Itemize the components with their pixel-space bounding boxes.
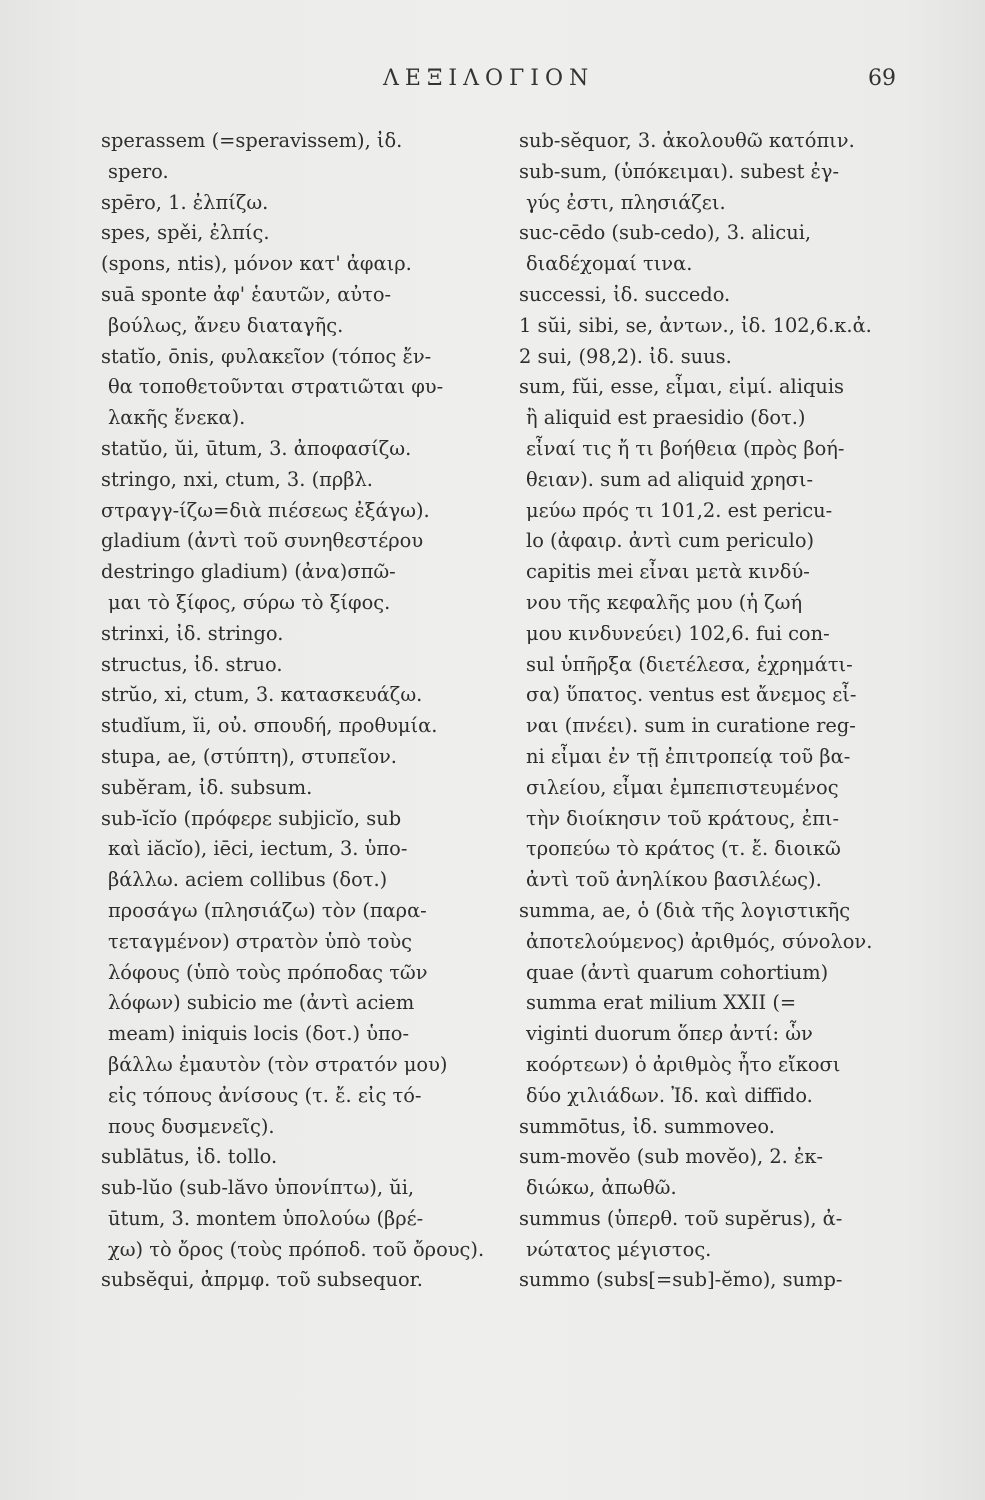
right-column-line: summa erat milium XXII (= (526, 991, 797, 1015)
left-column-line: θα τοποθετοῦνται στρατιῶται φυ- (108, 375, 444, 399)
right-column (519, 126, 919, 1296)
right-column-line: ἀποτελούμενος) ἀριθμός, σύνολον. (526, 929, 873, 953)
left-column-line: καὶ iăcĭo), iēci, iectum, 3. ὑπο- (108, 837, 408, 861)
right-column-line: κοόρτεων) ὁ ἀριθμὸς ἦτο εἴκοσι (526, 1052, 841, 1076)
right-column-line: summōtus, ἰδ. summoveo. (519, 1114, 775, 1138)
left-column-line: spero. (108, 159, 169, 183)
left-column-line: destringo gladium) (ἀνα)σπῶ- (101, 560, 396, 584)
right-column-line: τὴν διοίκησιν τοῦ κράτους, ἐπι- (526, 806, 840, 830)
right-column-line: σα) ὕπατος. ventus est ἄνεμος εἶ- (526, 683, 857, 707)
right-column-line: sul ὑπῆρξα (διετέλεσα, ἐχρημάτι- (526, 652, 853, 676)
left-column-line: πους δυσμενεῖς). (108, 1114, 275, 1138)
left-column-line: τεταγμένον) στρατὸν ὑπὸ τοὺς (108, 929, 413, 953)
right-column-line: capitis mei εἶναι μετὰ κινδύ- (526, 560, 810, 584)
right-column-line: ναι (πνέει). sum in curatione reg- (526, 714, 856, 738)
right-column-line: sum-movĕo (sub movĕo), 2. ἐκ- (519, 1145, 824, 1169)
page-number: 69 (868, 66, 896, 91)
left-column-line: εἰς τόπους ἀνίσους (τ. ἔ. εἰς τό- (108, 1083, 422, 1107)
left-column-line: βούλως, ἄνευ διαταγῆς. (108, 313, 344, 337)
right-column-line: νώτατος μέγιστος. (526, 1237, 712, 1261)
right-column-line: summa, ae, ὁ (διὰ τῆς λογιστικῆς (519, 898, 851, 922)
right-column-line: νου τῆς κεφαλῆς μου (ἡ ζωή (526, 590, 803, 614)
left-column-line: λόφους (ὑπὸ τοὺς πρόποδας τῶν (108, 960, 428, 984)
left-column-line: λακῆς ἕνεκα). (108, 406, 246, 430)
left-column-line: stringo, nxi, ctum, 3. (πρβλ. (101, 467, 373, 491)
right-column-line: διώκω, ἀπωθῶ. (526, 1176, 677, 1200)
left-column-line: λόφων) subicio me (ἀντὶ aciem (108, 991, 415, 1015)
right-column-line: δύο χιλιάδων. Ἰδ. καὶ diffido. (526, 1083, 813, 1107)
left-column-line: sub-lŭo (sub-lăvo ὑπονίπτω), ŭi, (101, 1176, 415, 1200)
right-column-line: ἢ aliquid est praesidio (δοτ.) (526, 406, 806, 430)
right-column-line: quae (ἀντὶ quarum cohortium) (526, 960, 829, 984)
right-column-line: suc-cēdo (sub-cedo), 3. alicui, (519, 221, 812, 245)
left-column-line: meam) iniquis locis (δοτ.) ὑπο- (108, 1022, 409, 1046)
right-column-line: lo (ἀφαιρ. ἀντὶ cum periculo) (526, 529, 815, 553)
left-column-line: subsĕqui, ἀπρμφ. τοῦ subsequor. (101, 1268, 423, 1292)
right-column-line: εἶναί τις ἤ τι βοήθεια (πρὸς βοή- (526, 436, 845, 460)
right-column-line: 2 sui, (98,2). ἰδ. suus. (519, 344, 732, 368)
left-column-line: subĕram, ἰδ. subsum. (101, 775, 313, 799)
right-column-line: σιλείου, εἶμαι ἐμπεπιστευμένος (526, 775, 839, 799)
left-column-line: βάλλω. aciem collibus (δοτ.) (108, 868, 388, 892)
right-column-line: θειαν). sum ad aliquid χρησι- (526, 467, 814, 491)
right-column-line: τροπεύω τὸ κράτος (τ. ἔ. διοικῶ (526, 837, 841, 861)
left-column-line: statĭo, ōnis, φυλακεῖον (τόπος ἔν- (101, 344, 432, 368)
right-column-line: ni εἶμαι ἐν τῇ ἐπιτροπείᾳ τοῦ βα- (526, 744, 851, 768)
right-column-line: ἀντὶ τοῦ ἀνηλίκου βασιλέως). (526, 868, 822, 892)
left-column-line: sublātus, ἰδ. tollo. (101, 1145, 278, 1169)
left-column-line: spēro, 1. ἐλπίζω. (101, 190, 269, 214)
left-column-line: μαι τὸ ξίφος, σύρω τὸ ξίφος. (108, 590, 391, 614)
right-column-line: διαδέχομαί τινα. (526, 252, 693, 276)
right-column-line: 1 sŭi, sibi, se, ἀντων., ἰδ. 102,6.κ.ἀ. (519, 313, 872, 337)
left-column-line: strinxi, ἰδ. stringo. (101, 621, 284, 645)
left-column-line: βάλλω ἐμαυτὸν (τὸν στρατόν μου) (108, 1052, 448, 1076)
right-column-line: successi, ἰδ. succedo. (519, 282, 731, 306)
left-column-line: statŭo, ŭi, ūtum, 3. ἀποφασίζω. (101, 436, 412, 460)
left-column-line: structus, ἰδ. struo. (101, 652, 283, 676)
right-column-line: summus (ὑπερθ. τοῦ supĕrus), ἀ- (519, 1206, 843, 1230)
right-column-line: sum, fŭi, esse, εἶμαι, εἰμί. aliquis (519, 375, 845, 399)
left-column-line: spes, spěi, ἐλπίς. (101, 221, 270, 245)
right-column-line: μεύω πρός τι 101,2. est pericu- (526, 498, 833, 522)
left-column-line: προσάγω (πλησιάζω) τὸν (παρα- (108, 898, 427, 922)
right-column-line: viginti duorum ὅπερ ἀντί: ὧν (526, 1022, 813, 1046)
left-column-line: studĭum, ĭi, οὐ. σπουδή, προθυμία. (101, 714, 438, 738)
right-column-line: sub-sĕquor, 3. ἀκολουθῶ κατόπιν. (519, 129, 855, 152)
running-header-title: ΛΕΞΙΛΟΓΙΟΝ (383, 66, 595, 91)
left-column-line: strŭo, xi, ctum, 3. κατασκευάζω. (101, 683, 423, 707)
right-column-line: μου κινδυνεύει) 102,6. fui con- (526, 621, 830, 645)
right-column-line: summo (subs[=sub]-ĕmo), sump- (519, 1268, 843, 1292)
left-column-line: suā sponte ἀφ' ἑαυτῶν, αὐτο- (101, 282, 392, 306)
left-column-line: gladium (ἀντὶ τοῦ συνηθεστέρου (101, 529, 424, 553)
right-column-line: γύς ἐστι, πλησιάζει. (526, 190, 726, 214)
left-column-line: (spons, ntis), μόνον κατ' ἀφαιρ. (101, 252, 412, 276)
left-column-line: sub-ĭcĭo (πρόφερε subjicĭo, sub (101, 806, 402, 830)
left-column-line: χω) τὸ ὄρος (τοὺς πρόποδ. τοῦ ὄρους). (108, 1237, 485, 1261)
left-column (101, 126, 499, 1296)
right-column-line: sub-sum, (ὑπόκειμαι). subest ἐγ- (519, 159, 840, 183)
left-column-line: stupa, ae, (στύπτη), στυπεῖον. (101, 744, 397, 768)
left-column-line: sperassem (=speravissem), ἰδ. (101, 129, 403, 152)
left-column-line: στραγγ-ίζω=διὰ πιέσεως ἐξάγω). (101, 498, 430, 522)
left-column-line: ūtum, 3. montem ὑπολούω (βρέ- (108, 1206, 424, 1230)
